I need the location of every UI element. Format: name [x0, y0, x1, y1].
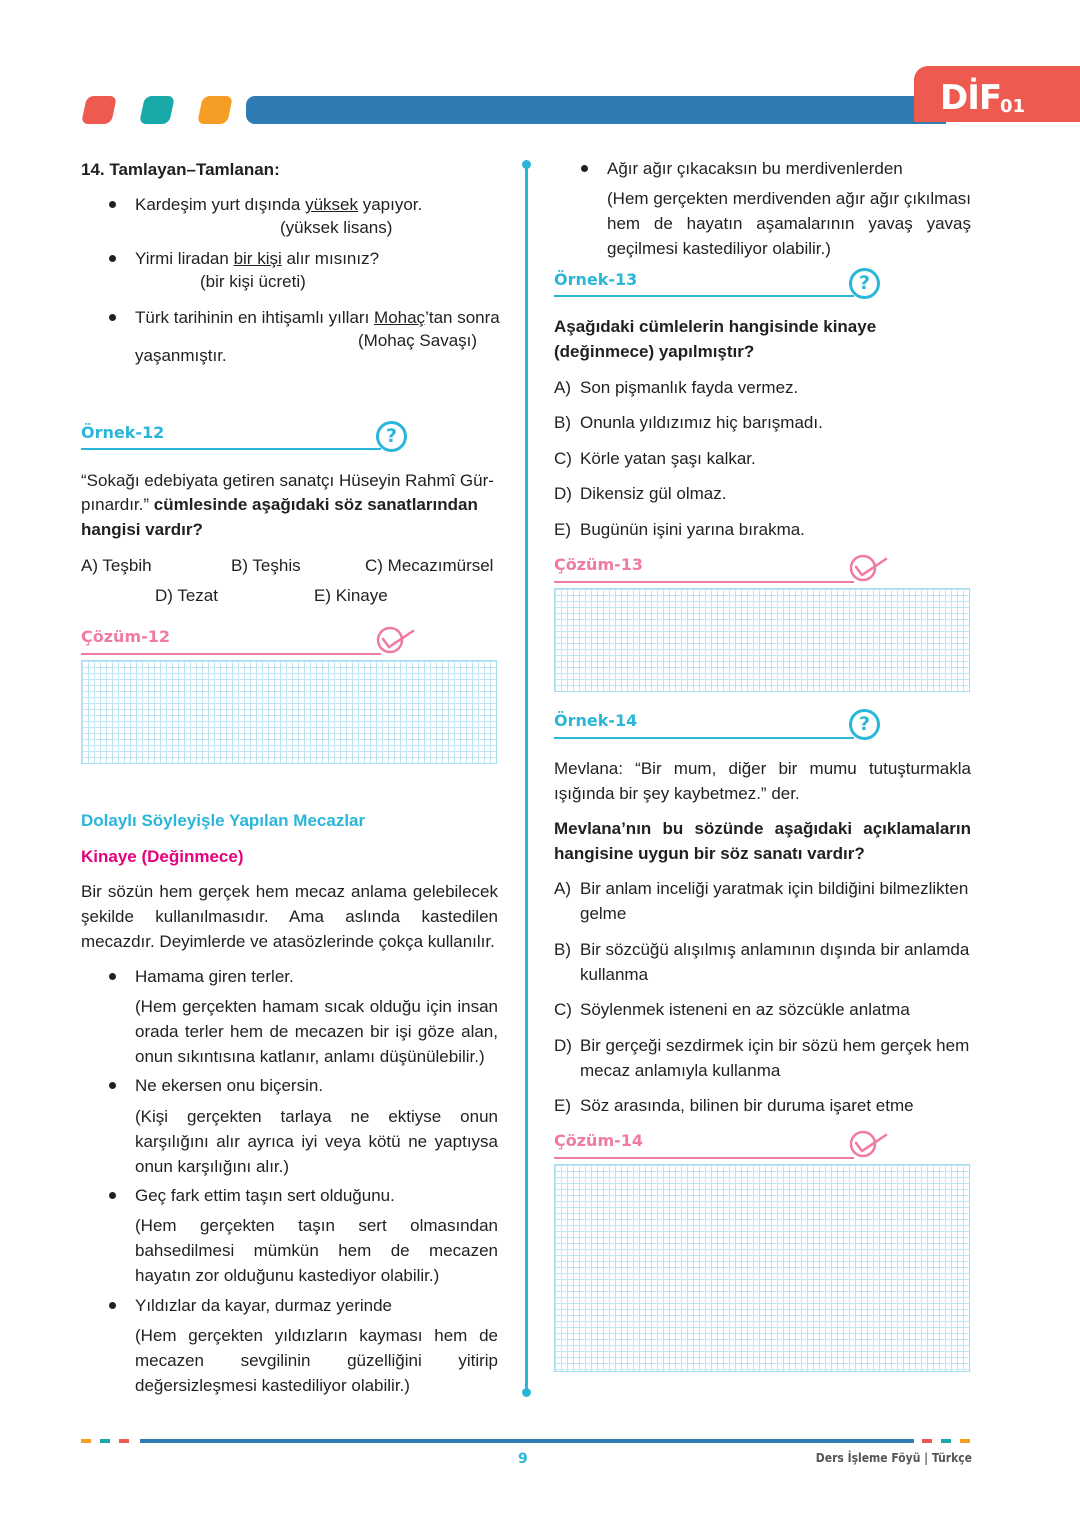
footer-dash-orange — [960, 1439, 970, 1443]
ornek-14-rule — [554, 737, 854, 739]
ornek-13-option-c: C) — [554, 449, 572, 468]
divider-dot-top — [522, 160, 531, 169]
ornek-14-option-d-text: Bir gerçeği sezdirmek için bir sözü hem gerçek hem mecaz anlamıyla kullanma — [580, 1036, 970, 1080]
example-3-title: Geç fark ettim taşın sert olduğunu. — [135, 1186, 395, 1205]
ornek-14-option-c: C) — [554, 1000, 572, 1019]
ornek-14-option-e: E) — [554, 1096, 571, 1115]
footer-dash-red — [922, 1439, 932, 1443]
ornek-14-option-b: B) — [554, 940, 571, 959]
cozum-13-rule — [554, 581, 854, 583]
ornek-13-option-d-text: Dikensiz gül olmaz. — [580, 484, 727, 503]
logo: DİF — [940, 78, 1002, 118]
logo-number: 01 — [1000, 96, 1026, 117]
footer-dash-teal — [100, 1439, 110, 1443]
ornek-13-label: Örnek-13 — [554, 270, 638, 289]
s14-example-2: Yirmi liradan bir kişi alır mısınız? — [135, 249, 380, 268]
book-title: Ders İşleme Föyü | Türkçe — [815, 1451, 972, 1465]
question-icon: ? — [849, 709, 880, 740]
s14-note-2: (bir kişi ücreti) — [200, 272, 306, 291]
cozum-14-label: Çözüm-14 — [554, 1131, 644, 1150]
s14-example-3: Türk tarihinin en ihtişamlı yılları Mohaç’tan sonra — [135, 308, 500, 327]
example-2-title: Ne ekersen onu biçersin. — [135, 1076, 324, 1095]
cozum-14-rule — [554, 1157, 854, 1159]
ornek-14-option-b-text: Bir sözcüğü alışılmış anlamının dışında bir anlamda kullanma — [580, 940, 970, 984]
ornek-14-option-a: A) — [554, 879, 571, 898]
ornek-13-option-c-text: Körle yatan şaşı kalkar. — [580, 449, 756, 468]
cozum-12-answer-grid[interactable] — [81, 660, 497, 764]
ornek-13-rule — [554, 295, 854, 297]
check-icon — [849, 552, 889, 584]
example-4-title: Yıldızlar da kayar, durmaz yerinde — [135, 1296, 393, 1315]
footer-dash-teal — [941, 1439, 951, 1443]
bullet — [109, 973, 116, 980]
cozum-14-answer-grid[interactable] — [554, 1164, 970, 1372]
cozum-12-rule — [81, 653, 381, 655]
check-icon — [849, 1128, 889, 1160]
bullet — [109, 1082, 116, 1089]
check-icon — [376, 624, 416, 656]
ornek-12-question-line-2: pınardır.” cümlesinde aşağıdaki söz sanatlarından — [81, 495, 478, 514]
bullet — [109, 1302, 116, 1309]
bullet — [109, 1192, 116, 1199]
ornek-14-option-d: D) — [554, 1036, 572, 1055]
ornek-13-option-e-text: Bugünün işini yarına bırakma. — [580, 520, 805, 539]
example-2-text: (Kişi gerçekten tarlaya ne ektiyse onun karşılığını alır ayrıca iyi veya kötü ne yaptıysa onun karşılığını alır.) — [135, 1107, 498, 1176]
s14-example-3-cont: yaşanmıştır. — [135, 346, 227, 365]
ornek-12-option-d: D) Tezat — [155, 586, 218, 605]
ornek-13-option-e: E) — [554, 520, 571, 539]
kinaye-definition: Bir sözün hem gerçek hem mecaz anlama gelebilecek şekilde kullanılmasıdır. Ama aslında kastedilen mecazdır. Deyimlerde ve atasözlerinde çokça kullanılır. — [81, 882, 498, 951]
bullet — [109, 255, 116, 262]
s14-note-3: (Mohaç Savaşı) — [358, 331, 478, 350]
column-divider — [525, 163, 528, 1393]
ornek-13-question: Aşağıdaki cümlelerin hangisinde kinaye (değinmece) yapılmıştır? — [554, 317, 877, 361]
example-1-text: (Hem gerçekten hamam sıcak olduğu için insan orada terler hem de mecazen bir işi göze alan, onun sıkıntısına katlanır, anlamı düşünülebilir.) — [135, 997, 498, 1066]
example-5-title: Ağır ağır çıkacaksın bu merdivenlerden — [607, 159, 903, 178]
cozum-13-answer-grid[interactable] — [554, 588, 970, 692]
header-teal-block — [139, 96, 175, 124]
ornek-12-question-line-3: hangisi vardır? — [81, 520, 203, 539]
ornek-14-label: Örnek-14 — [554, 711, 638, 730]
ornek-13-option-d: D) — [554, 484, 572, 503]
bullet — [109, 201, 116, 208]
s14-note-1: (yüksek lisans) — [280, 218, 393, 237]
footer-dash-red — [119, 1439, 129, 1443]
ornek-14-option-a-text: Bir anlam inceliği yaratmak için bildiğini bilmezlikten gelme — [580, 879, 969, 923]
section-title: Dolaylı Söyleyişle Yapılan Mecazlar — [81, 811, 366, 830]
example-1-title: Hamama giren terler. — [135, 967, 294, 986]
footer-dash-orange — [81, 1439, 91, 1443]
ornek-12-label: Örnek-12 — [81, 423, 165, 442]
example-4-text: (Hem gerçekten yıldızların kayması hem de mecazen sevgilinin güzelliğini yitirip değersizleşmesi kastediliyor olabilir.) — [135, 1326, 498, 1395]
ornek-14-intro: Mevlana: “Bir mum, diğer bir mumu tutuşturmakla ışığında bir şey kaybetmez.” der. — [554, 759, 971, 803]
ornek-12-option-b: B) Teşhis — [231, 556, 301, 575]
cozum-13-label: Çözüm-13 — [554, 555, 644, 574]
footer-rule — [140, 1439, 914, 1443]
ornek-12-rule — [81, 448, 381, 450]
header-orange-block — [197, 96, 233, 124]
bullet — [109, 314, 116, 321]
subsection-title: Kinaye (Değinmece) — [81, 847, 244, 866]
cozum-12-label: Çözüm-12 — [81, 627, 171, 646]
question-icon: ? — [376, 421, 407, 452]
bullet — [581, 165, 588, 172]
header-red-block — [81, 96, 117, 124]
ornek-13-option-a: A) — [554, 378, 571, 397]
section-14-title: 14. Tamlayan–Tamlanan: — [81, 160, 280, 179]
example-3-text: (Hem gerçekten taşın sert olmasından bahsedilmesi mümkün hem de mecazen hayatın zor olduğunu kastediyor olabilir.) — [135, 1216, 498, 1285]
s14-example-1: Kardeşim yurt dışında yüksek yapıyor. — [135, 195, 423, 214]
example-5-text: (Hem gerçekten merdivenden ağır ağır çıkılması hem de hayatın aşamalarının yavaş yavaş geçilmesi kastediliyor olabilir.) — [607, 189, 971, 258]
divider-dot-bottom — [522, 1388, 531, 1397]
ornek-14-question: Mevlana’nın bu sözünde aşağıdaki açıklamaların hangisine uygun bir söz sanatı vardır? — [554, 819, 971, 863]
ornek-13-option-b: B) — [554, 413, 571, 432]
ornek-14-option-e-text: Söz arasında, bilinen bir duruma işaret etme — [580, 1096, 914, 1115]
ornek-12-option-a: A) Teşbih — [81, 556, 152, 575]
ornek-14-option-c-text: Söylenmek isteneni en az sözcükle anlatma — [580, 1000, 910, 1019]
ornek-12-question-line-1: “Sokağı edebiyata getiren sanatçı Hüseyin Rahmî Gür- — [81, 471, 494, 490]
header-blue-bar — [246, 96, 946, 124]
ornek-13-option-a-text: Son pişmanlık fayda vermez. — [580, 378, 799, 397]
question-icon: ? — [849, 268, 880, 299]
ornek-12-option-e: E) Kinaye — [314, 586, 388, 605]
ornek-12-option-c: C) Mecazımürsel — [365, 556, 494, 575]
ornek-13-option-b-text: Onunla yıldızımız hiç barışmadı. — [580, 413, 823, 432]
page-number: 9 — [518, 1451, 528, 1467]
